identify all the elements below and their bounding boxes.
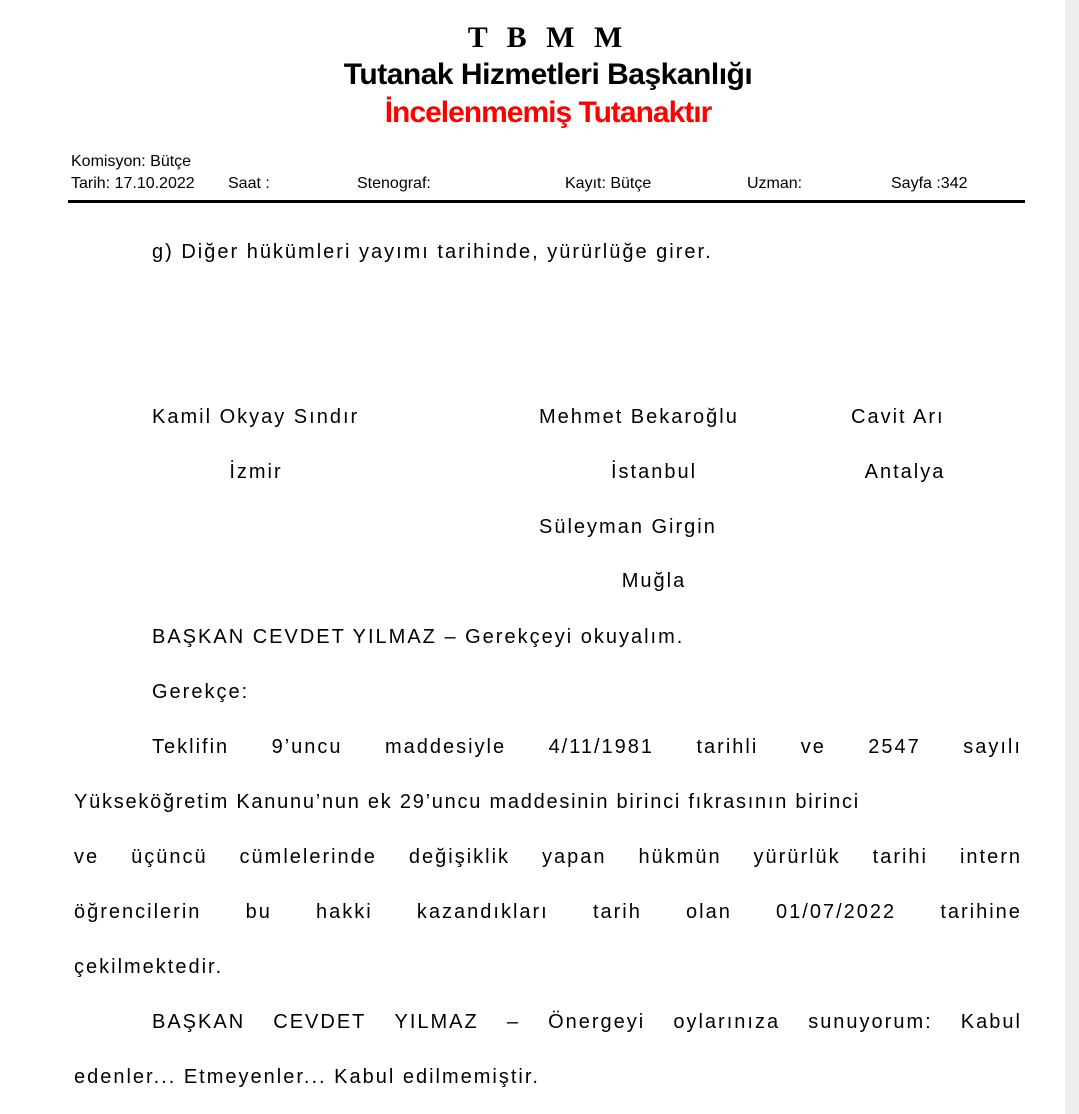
header-department: Tutanak Hizmetleri Başkanlığı <box>343 58 753 91</box>
meta-uzman: Uzman: <box>747 175 803 192</box>
signatory-city-4: Muğla <box>621 570 687 592</box>
word: CEVDET <box>273 1011 367 1033</box>
word: tarihi <box>872 846 928 868</box>
word: ve <box>74 846 100 868</box>
word: yapan <box>541 846 607 868</box>
page-edge <box>1065 0 1079 1114</box>
word: yürürlük <box>753 846 841 868</box>
word: 9’uncu <box>271 736 343 758</box>
meta-stenograf: Stenograf: <box>357 175 431 192</box>
meta-kayit: Kayıt: Bütçe <box>565 175 652 192</box>
word: BAŞKAN <box>152 1011 246 1033</box>
gerekce-line-4 <box>74 899 1022 925</box>
word: oylarınıza <box>673 1011 781 1033</box>
chair-statement-read: BAŞKAN CEVDET YILMAZ – Gerekçeyi okuyalım. <box>152 626 685 648</box>
word: hükmün <box>638 846 722 868</box>
header-divider <box>68 200 1025 203</box>
meta-sayfa: Sayfa :342 <box>891 175 968 192</box>
signatory-city-3: Antalya <box>864 461 946 483</box>
word: sunuyorum: <box>808 1011 933 1033</box>
word: Kabul <box>960 1011 1022 1033</box>
word: sayılı <box>963 736 1022 758</box>
clause-g: g) Diğer hükümleri yayımı tarihinde, yürürlüğe girer. <box>152 241 713 263</box>
meta-komisyon: Komisyon: Bütçe <box>71 153 192 170</box>
word: tarihine <box>940 901 1022 923</box>
word: üçüncü <box>131 846 208 868</box>
word: YILMAZ <box>394 1011 479 1033</box>
word: Teklifin <box>152 736 230 758</box>
signatory-city-1: İzmir <box>229 461 283 483</box>
word: maddesiyle <box>384 736 507 758</box>
signatory-city-2: İstanbul <box>610 461 698 483</box>
word: 01/07/2022 <box>776 901 897 923</box>
word: olan <box>686 901 732 923</box>
signatory-name-4: Süleyman Girgin <box>539 516 717 538</box>
gerekce-line-1 <box>152 734 1022 760</box>
word: tarihli <box>696 736 759 758</box>
word: 4/11/1981 <box>548 736 655 758</box>
gerekce-label: Gerekçe: <box>152 681 250 703</box>
meta-tarih: Tarih: 17.10.2022 <box>71 175 195 192</box>
word: Önergeyi <box>548 1011 646 1033</box>
word: bu <box>245 901 272 923</box>
header-org: T B M M <box>467 21 629 54</box>
signatory-name-1: Kamil Okyay Sındır <box>152 406 360 428</box>
word: cümlelerinde <box>239 846 377 868</box>
word: 2547 <box>868 736 921 758</box>
signatory-name-2: Mehmet Bekaroğlu <box>539 406 739 428</box>
word: intern <box>959 846 1022 868</box>
signatory-name-3: Cavit Arı <box>851 406 945 428</box>
word: tarih <box>592 901 642 923</box>
gerekce-line-5: çekilmektedir. <box>74 956 224 978</box>
word: – <box>506 1011 520 1033</box>
meta-saat: Saat : <box>228 175 270 192</box>
word: değişiklik <box>408 846 511 868</box>
chair-vote-line-1 <box>152 1009 1022 1035</box>
word: ve <box>800 736 826 758</box>
word: öğrencilerin <box>74 901 202 923</box>
chair-vote-line-2: edenler... Etmeyenler... Kabul edilmemiştir. <box>74 1066 540 1088</box>
header-status: İncelenmemiş Tutanaktır <box>384 96 712 129</box>
gerekce-line-3 <box>74 844 1022 870</box>
word: hakki <box>316 901 373 923</box>
gerekce-line-2: Yükseköğretim Kanunu’nun ek 29’uncu maddesinin birinci fıkrasının birinci <box>74 791 860 813</box>
word: kazandıkları <box>416 901 549 923</box>
